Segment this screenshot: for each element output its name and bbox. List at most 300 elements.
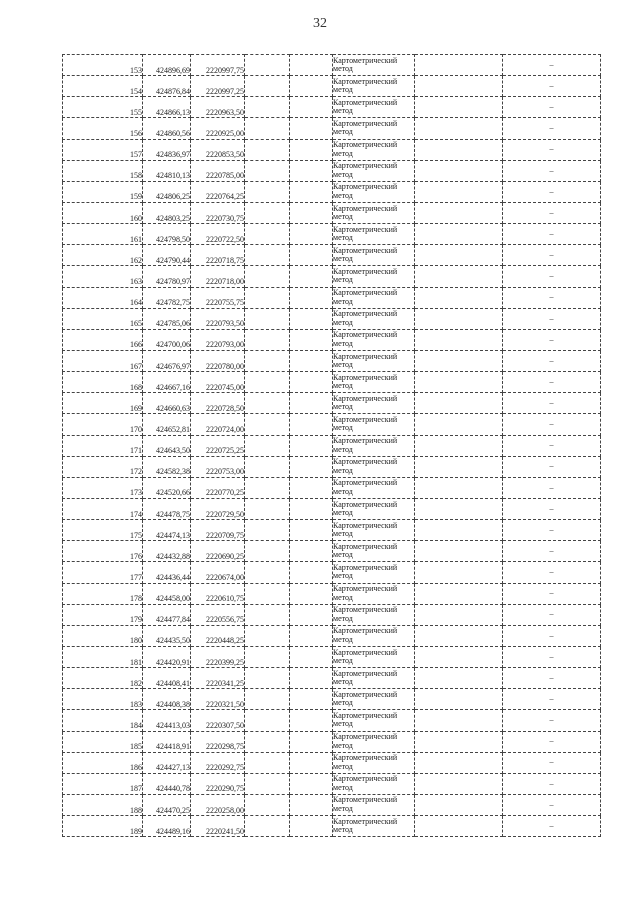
empty-cell [290,266,333,287]
method-line-2: метод [333,212,353,222]
error-cell: – [503,202,601,223]
method-line-1: Картометрический [333,689,398,699]
method-cell [333,731,415,752]
empty-cell [415,224,503,245]
method-line-2: метод [333,782,353,792]
empty-cell [415,520,503,541]
error-cell: – [503,731,601,752]
error-cell: – [503,752,601,773]
empty-cell [245,562,290,583]
x-coordinate-cell: 424652,81 [143,414,191,435]
method-line-2: метод [333,444,353,454]
method-line-2: метод [333,719,353,729]
empty-cell [290,689,333,710]
error-cell: – [503,583,601,604]
table-row [63,224,601,245]
table-row [63,668,601,689]
point-number-cell: 167 [63,350,143,371]
empty-cell [415,625,503,646]
error-cell: – [503,520,601,541]
point-number-cell: 188 [63,794,143,815]
empty-cell [245,76,290,97]
method-line-2: метод [333,317,353,327]
empty-cell [245,794,290,815]
y-coordinate-cell: 2220997,75 [191,55,245,76]
empty-cell [290,625,333,646]
y-coordinate-cell: 2220399,25 [191,646,245,667]
x-coordinate-cell: 424477,84 [143,604,191,625]
method-cell [333,414,415,435]
y-coordinate-cell: 2220307,50 [191,710,245,731]
method-line-2: метод [333,740,353,750]
empty-cell [245,308,290,329]
empty-cell [415,435,503,456]
error-cell: – [503,181,601,202]
x-coordinate-cell: 424520,66 [143,477,191,498]
method-line-1: Картометрический [333,647,398,657]
point-number-cell: 177 [63,562,143,583]
empty-cell [245,97,290,118]
table-row [63,372,601,393]
empty-cell [245,498,290,519]
method-line-1: Картометрический [333,520,398,530]
method-line-2: метод [333,64,353,74]
error-cell: – [503,710,601,731]
empty-cell [245,668,290,689]
y-coordinate-cell: 2220718,75 [191,245,245,266]
x-coordinate-cell: 424436,44 [143,562,191,583]
table-row [63,414,601,435]
empty-cell [245,350,290,371]
method-cell [333,224,415,245]
error-cell: – [503,97,601,118]
error-cell: – [503,76,601,97]
method-cell [333,287,415,308]
method-line-2: метод [333,571,353,581]
empty-cell [245,224,290,245]
empty-cell [245,773,290,794]
empty-cell [415,541,503,562]
method-line-2: метод [333,486,353,496]
x-coordinate-cell: 424782,75 [143,287,191,308]
method-cell [333,816,415,837]
y-coordinate-cell: 2220448,25 [191,625,245,646]
table-row [63,604,601,625]
error-cell: – [503,266,601,287]
method-cell [333,520,415,541]
point-number-cell: 181 [63,646,143,667]
table-row [63,456,601,477]
empty-cell [245,55,290,76]
empty-cell [290,583,333,604]
error-cell: – [503,541,601,562]
point-number-cell: 157 [63,139,143,160]
table-row [63,498,601,519]
method-line-1: Картометрический [333,245,398,255]
y-coordinate-cell: 2220298,75 [191,731,245,752]
empty-cell [245,689,290,710]
empty-cell [245,202,290,223]
method-line-1: Картометрический [333,478,398,488]
method-cell [333,55,415,76]
empty-cell [245,604,290,625]
x-coordinate-cell: 424489,16 [143,816,191,837]
empty-cell [245,414,290,435]
empty-cell [245,287,290,308]
x-coordinate-cell: 424660,63 [143,393,191,414]
table-row [63,477,601,498]
method-cell [333,477,415,498]
empty-cell [415,414,503,435]
error-cell: – [503,224,601,245]
point-number-cell: 154 [63,76,143,97]
table-row [63,435,601,456]
page-number: 32 [313,16,327,31]
method-line-2: метод [333,360,353,370]
method-cell [333,646,415,667]
table-row [63,308,601,329]
point-number-cell: 183 [63,689,143,710]
empty-cell [245,625,290,646]
empty-cell [245,393,290,414]
method-line-1: Картометрический [333,55,398,65]
empty-cell [415,372,503,393]
x-coordinate-cell: 424780,97 [143,266,191,287]
method-line-2: метод [333,656,353,665]
x-coordinate-cell: 424806,25 [143,181,191,202]
y-coordinate-cell: 2220728,50 [191,393,245,414]
method-cell [333,245,415,266]
y-coordinate-cell: 2220853,50 [191,139,245,160]
empty-cell [415,266,503,287]
method-line-1: Картометрический [333,626,398,636]
empty-cell [415,202,503,223]
method-line-1: Картометрический [333,668,398,678]
empty-cell [245,731,290,752]
y-coordinate-cell: 2220780,00 [191,350,245,371]
method-cell [333,372,415,393]
error-cell: – [503,287,601,308]
table-row [63,97,601,118]
empty-cell [415,562,503,583]
y-coordinate-cell: 2220725,25 [191,435,245,456]
point-number-cell: 172 [63,456,143,477]
method-line-1: Картометрический [333,351,398,361]
method-cell [333,160,415,181]
x-coordinate-cell: 424427,13 [143,752,191,773]
table-row [63,689,601,710]
empty-cell [415,498,503,519]
method-cell [333,350,415,371]
x-coordinate-cell: 424790,44 [143,245,191,266]
y-coordinate-cell: 2220321,50 [191,689,245,710]
error-cell: – [503,773,601,794]
error-cell: – [503,118,601,139]
point-number-cell: 175 [63,520,143,541]
empty-cell [290,731,333,752]
method-cell [333,76,415,97]
empty-cell [290,646,333,667]
method-cell [333,329,415,350]
empty-cell [245,329,290,350]
empty-cell [415,668,503,689]
y-coordinate-cell: 2220292,75 [191,752,245,773]
method-line-1: Картометрический [333,732,398,742]
error-cell: – [503,477,601,498]
x-coordinate-cell: 424458,00 [143,583,191,604]
empty-cell [290,456,333,477]
method-line-1: Картометрический [333,182,398,192]
point-number-cell: 174 [63,498,143,519]
point-number-cell: 156 [63,118,143,139]
method-line-1: Картометрический [333,457,398,467]
method-line-2: метод [333,698,353,708]
error-cell: – [503,245,601,266]
error-cell: – [503,816,601,837]
table-row [63,562,601,583]
method-line-2: метод [333,613,353,623]
empty-cell [415,731,503,752]
method-line-1: Картометрический [333,203,398,213]
error-cell: – [503,604,601,625]
empty-cell [245,118,290,139]
method-line-1: Картометрический [333,372,398,382]
x-coordinate-cell: 424803,25 [143,202,191,223]
method-line-1: Картометрический [333,118,398,128]
x-coordinate-cell: 424418,91 [143,731,191,752]
empty-cell [415,287,503,308]
method-line-2: метод [333,402,353,412]
x-coordinate-cell: 424836,97 [143,139,191,160]
empty-cell [245,181,290,202]
y-coordinate-cell: 2220793,50 [191,308,245,329]
method-cell [333,456,415,477]
x-coordinate-cell: 424810,13 [143,160,191,181]
empty-cell [290,329,333,350]
empty-cell [415,816,503,837]
table-row [63,393,601,414]
empty-cell [290,520,333,541]
point-number-cell: 166 [63,329,143,350]
y-coordinate-cell: 2220690,25 [191,541,245,562]
point-number-cell: 186 [63,752,143,773]
empty-cell [290,498,333,519]
method-cell [333,752,415,773]
empty-cell [415,604,503,625]
method-line-2: метод [333,761,353,771]
point-number-cell: 159 [63,181,143,202]
method-line-2: метод [333,106,353,116]
error-cell: – [503,55,601,76]
empty-cell [245,372,290,393]
y-coordinate-cell: 2220770,25 [191,477,245,498]
point-number-cell: 187 [63,773,143,794]
method-cell [333,181,415,202]
table-row [63,160,601,181]
table-row [63,55,601,76]
method-line-1: Картометрический [333,224,398,234]
table-row [63,794,601,815]
empty-cell [290,287,333,308]
point-number-cell: 170 [63,414,143,435]
method-line-2: метод [333,190,353,200]
y-coordinate-cell: 2220722,50 [191,224,245,245]
table-row [63,541,601,562]
error-cell: – [503,625,601,646]
method-cell [333,604,415,625]
x-coordinate-cell: 424700,06 [143,329,191,350]
method-line-2: метод [333,508,353,518]
y-coordinate-cell: 2220793,00 [191,329,245,350]
x-coordinate-cell: 424643,50 [143,435,191,456]
empty-cell [290,97,333,118]
empty-cell [415,160,503,181]
empty-cell [245,160,290,181]
empty-cell [415,139,503,160]
empty-cell [415,245,503,266]
x-coordinate-cell: 424478,75 [143,498,191,519]
method-line-2: метод [333,677,353,687]
method-line-2: метод [333,803,353,813]
method-line-2: метод [333,423,353,433]
method-line-1: Картометрический [333,393,398,403]
table-row [63,625,601,646]
method-cell [333,794,415,815]
empty-cell [290,773,333,794]
empty-cell [290,118,333,139]
method-line-1: Картометрический [333,414,398,424]
y-coordinate-cell: 2220753,00 [191,456,245,477]
point-number-cell: 171 [63,435,143,456]
table-row [63,816,601,837]
empty-cell [245,752,290,773]
empty-cell [415,752,503,773]
x-coordinate-cell: 424866,13 [143,97,191,118]
y-coordinate-cell: 2220610,75 [191,583,245,604]
empty-cell [245,520,290,541]
point-number-cell: 189 [63,816,143,837]
empty-cell [415,329,503,350]
empty-cell [290,435,333,456]
method-line-1: Картометрический [333,605,398,615]
method-line-2: метод [333,233,353,243]
method-line-1: Картометрический [333,330,398,340]
empty-cell [245,139,290,160]
method-line-2: метод [333,169,353,179]
method-line-2: метод [333,550,353,560]
empty-cell [290,816,333,837]
method-line-1: Картометрический [333,161,398,171]
point-number-cell: 182 [63,668,143,689]
method-line-1: Картометрический [333,140,398,150]
point-number-cell: 153 [63,55,143,76]
table-row [63,350,601,371]
empty-cell [415,393,503,414]
empty-cell [415,456,503,477]
error-cell: – [503,689,601,710]
method-line-1: Картометрический [333,795,398,805]
empty-cell [290,562,333,583]
error-cell: – [503,646,601,667]
y-coordinate-cell: 2220963,50 [191,97,245,118]
point-number-cell: 160 [63,202,143,223]
method-line-1: Картометрический [333,288,398,298]
point-number-cell: 184 [63,710,143,731]
empty-cell [415,477,503,498]
error-cell: – [503,160,601,181]
empty-cell [245,541,290,562]
error-cell: – [503,350,601,371]
error-cell: – [503,668,601,689]
empty-cell [415,773,503,794]
empty-cell [290,350,333,371]
point-number-cell: 180 [63,625,143,646]
point-number-cell: 179 [63,604,143,625]
empty-cell [290,393,333,414]
error-cell: – [503,456,601,477]
empty-cell [245,710,290,731]
method-cell [333,139,415,160]
empty-cell [245,456,290,477]
method-line-1: Картометрический [333,584,398,594]
empty-cell [415,646,503,667]
x-coordinate-cell: 424470,25 [143,794,191,815]
method-line-1: Картометрический [333,753,398,763]
empty-cell [290,794,333,815]
empty-cell [290,541,333,562]
y-coordinate-cell: 2220718,00 [191,266,245,287]
method-line-2: метод [333,634,353,644]
empty-cell [415,350,503,371]
empty-cell [415,308,503,329]
method-line-2: метод [333,529,353,539]
point-number-cell: 185 [63,731,143,752]
method-cell [333,541,415,562]
method-cell [333,97,415,118]
y-coordinate-cell: 2220724,00 [191,414,245,435]
method-cell [333,393,415,414]
x-coordinate-cell: 424860,56 [143,118,191,139]
empty-cell [290,245,333,266]
empty-cell [290,76,333,97]
method-cell [333,668,415,689]
method-cell [333,498,415,519]
x-coordinate-cell: 424676,97 [143,350,191,371]
empty-cell [245,583,290,604]
empty-cell [245,816,290,837]
empty-cell [415,76,503,97]
error-cell: – [503,393,601,414]
x-coordinate-cell: 424435,50 [143,625,191,646]
x-coordinate-cell: 424440,78 [143,773,191,794]
point-number-cell: 164 [63,287,143,308]
error-cell: – [503,414,601,435]
method-line-2: метод [333,825,353,835]
empty-cell [290,308,333,329]
x-coordinate-cell: 424408,41 [143,668,191,689]
x-coordinate-cell: 424667,16 [143,372,191,393]
error-cell: – [503,308,601,329]
y-coordinate-cell: 2220258,00 [191,794,245,815]
method-line-1: Картометрический [333,499,398,509]
y-coordinate-cell: 2220785,00 [191,160,245,181]
table-row [63,710,601,731]
method-line-2: метод [333,381,353,391]
point-number-cell: 162 [63,245,143,266]
empty-cell [415,583,503,604]
method-line-2: метод [333,148,353,158]
empty-cell [415,118,503,139]
